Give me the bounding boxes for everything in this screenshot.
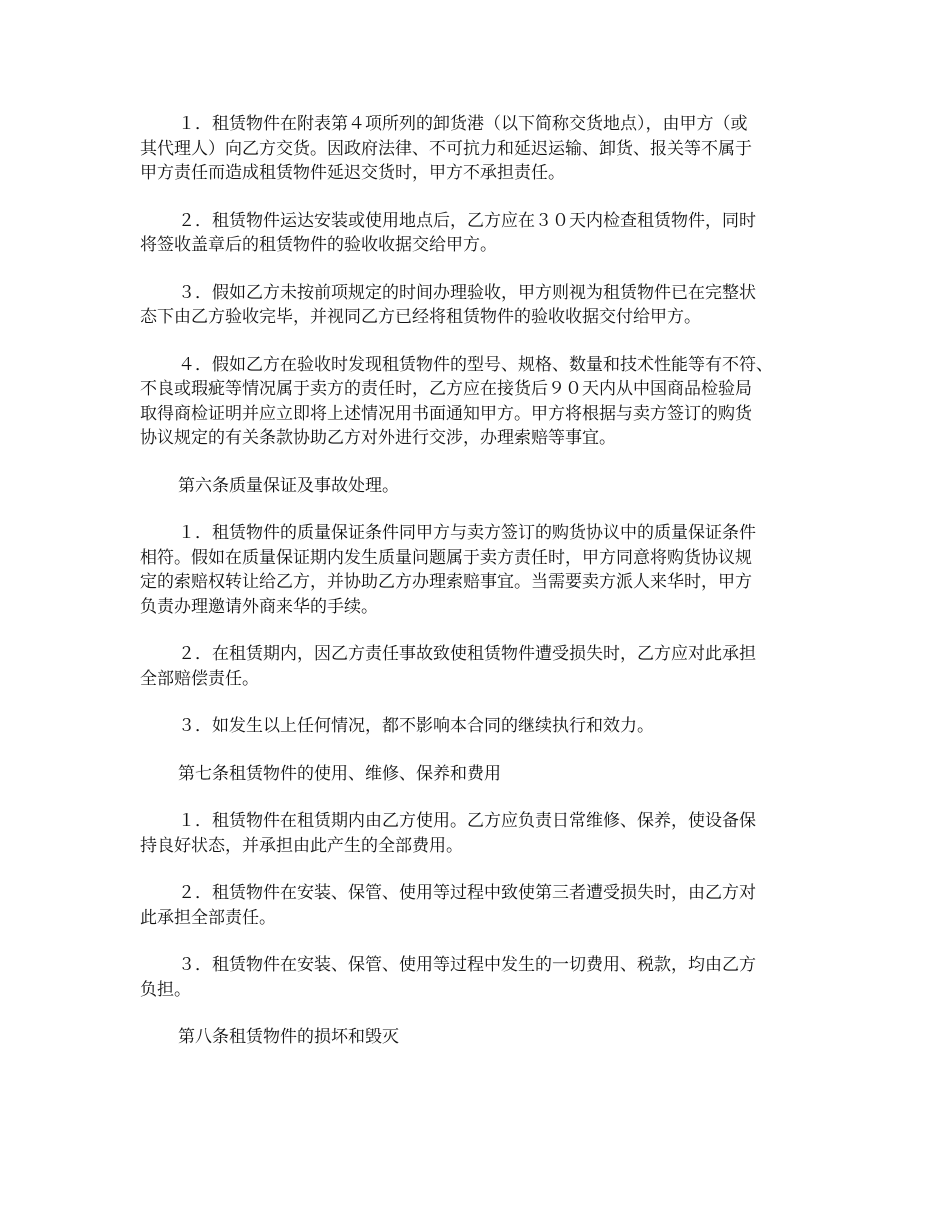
text-line: ３．如发生以上任何情况，都不影响本合同的继续执行和效力。 — [178, 716, 654, 736]
text-line: 不良或瑕疵等情况属于卖方的责任时，乙方应在接货后９０天内从中国商品检验局 — [140, 379, 752, 399]
article-8-heading — [140, 1025, 815, 1050]
text-line: １．租赁物件在附表第４项所列的卸货港（以下简称交货地点），由甲方（或 — [178, 114, 748, 134]
text-line: ２．租赁物件运达安装或使用地点后，乙方应在３０天内检查租赁物件，同时 — [178, 210, 756, 231]
text-line: 持良好状态，并承担由此产生的全部费用。 — [140, 835, 463, 856]
paragraph-third-party — [140, 881, 815, 930]
text-line: 此承担全部责任。 — [140, 907, 276, 928]
paragraph-liability — [140, 642, 815, 691]
text-line: ３．假如乙方未按前项规定的时间办理验收，甲方则视为租赁物件已在完整状 — [178, 282, 756, 303]
text-line: １．租赁物件的质量保证条件同甲方与卖方签订的购货协议中的质量保证条件 — [178, 523, 756, 543]
text-line: 甲方责任而造成租赁物件延迟交货时，甲方不承担责任。 — [140, 163, 565, 183]
text-line: 将签收盖章后的租赁物件的验收收据交给甲方。 — [140, 235, 497, 255]
text-line: 相符。假如在质量保证期内发生质量问题属于卖方责任时，甲方同意将购货协议规 — [140, 547, 752, 568]
section-heading: 第六条质量保证及事故处理。 — [178, 475, 399, 496]
text-line: 负责办理邀请外商来华的手续。 — [140, 596, 378, 617]
text-line: １．租赁物件在租赁期内由乙方使用。乙方应负责日常维修、保养，使设备保 — [178, 811, 756, 831]
text-line: 取得商检证明并应立即将上述情况用书面通知甲方。甲方将根据与卖方签订的购货 — [140, 403, 752, 424]
text-line: 态下由乙方验收完毕，并视同乙方已经将租赁物件的验收收据交付给甲方。 — [140, 307, 701, 327]
article-6-heading — [140, 474, 815, 499]
paragraph-delivery — [140, 112, 815, 186]
paragraph-acceptance — [140, 281, 815, 330]
text-line: ３．租赁物件在安装、保管、使用等过程中发生的一切费用、税款，均由乙方 — [178, 955, 756, 975]
text-line: 定的索赔权转让给乙方，并协助乙方办理索赔事宜。当需要卖方派人来华时，甲方 — [140, 572, 752, 592]
section-heading: 第八条租赁物件的损坏和毁灭 — [178, 1027, 399, 1047]
text-line: ２．在租赁期内，因乙方责任事故致使租赁物件遭受损失时，乙方应对此承担 — [178, 644, 756, 664]
text-line: ２．租赁物件在安装、保管、使用等过程中致使第三者遭受损失时，由乙方对 — [178, 883, 756, 903]
section-heading: 第七条租赁物件的使用、维修、保养和费用 — [178, 763, 501, 784]
text-line: ４．假如乙方在验收时发现租赁物件的型号、规格、数量和技术性能等有不符、 — [178, 354, 773, 375]
paragraph-usage — [140, 809, 815, 858]
paragraph-inspection — [140, 209, 815, 258]
paragraph-defects — [140, 353, 815, 451]
text-line: 负担。 — [140, 979, 191, 1000]
text-line: 协议规定的有关条款协助乙方对外进行交涉，办理索赔等事宜。 — [140, 428, 616, 448]
document-page — [140, 112, 815, 1073]
text-line: 其代理人）向乙方交货。因政府法律、不可抗力和延迟运输、卸货、报关等不属于 — [140, 138, 752, 159]
paragraph-quality-guarantee — [140, 521, 815, 619]
paragraph-continuation — [140, 714, 815, 739]
paragraph-costs — [140, 953, 815, 1002]
article-7-heading — [140, 762, 815, 787]
text-line: 全部赔偿责任。 — [140, 668, 259, 689]
